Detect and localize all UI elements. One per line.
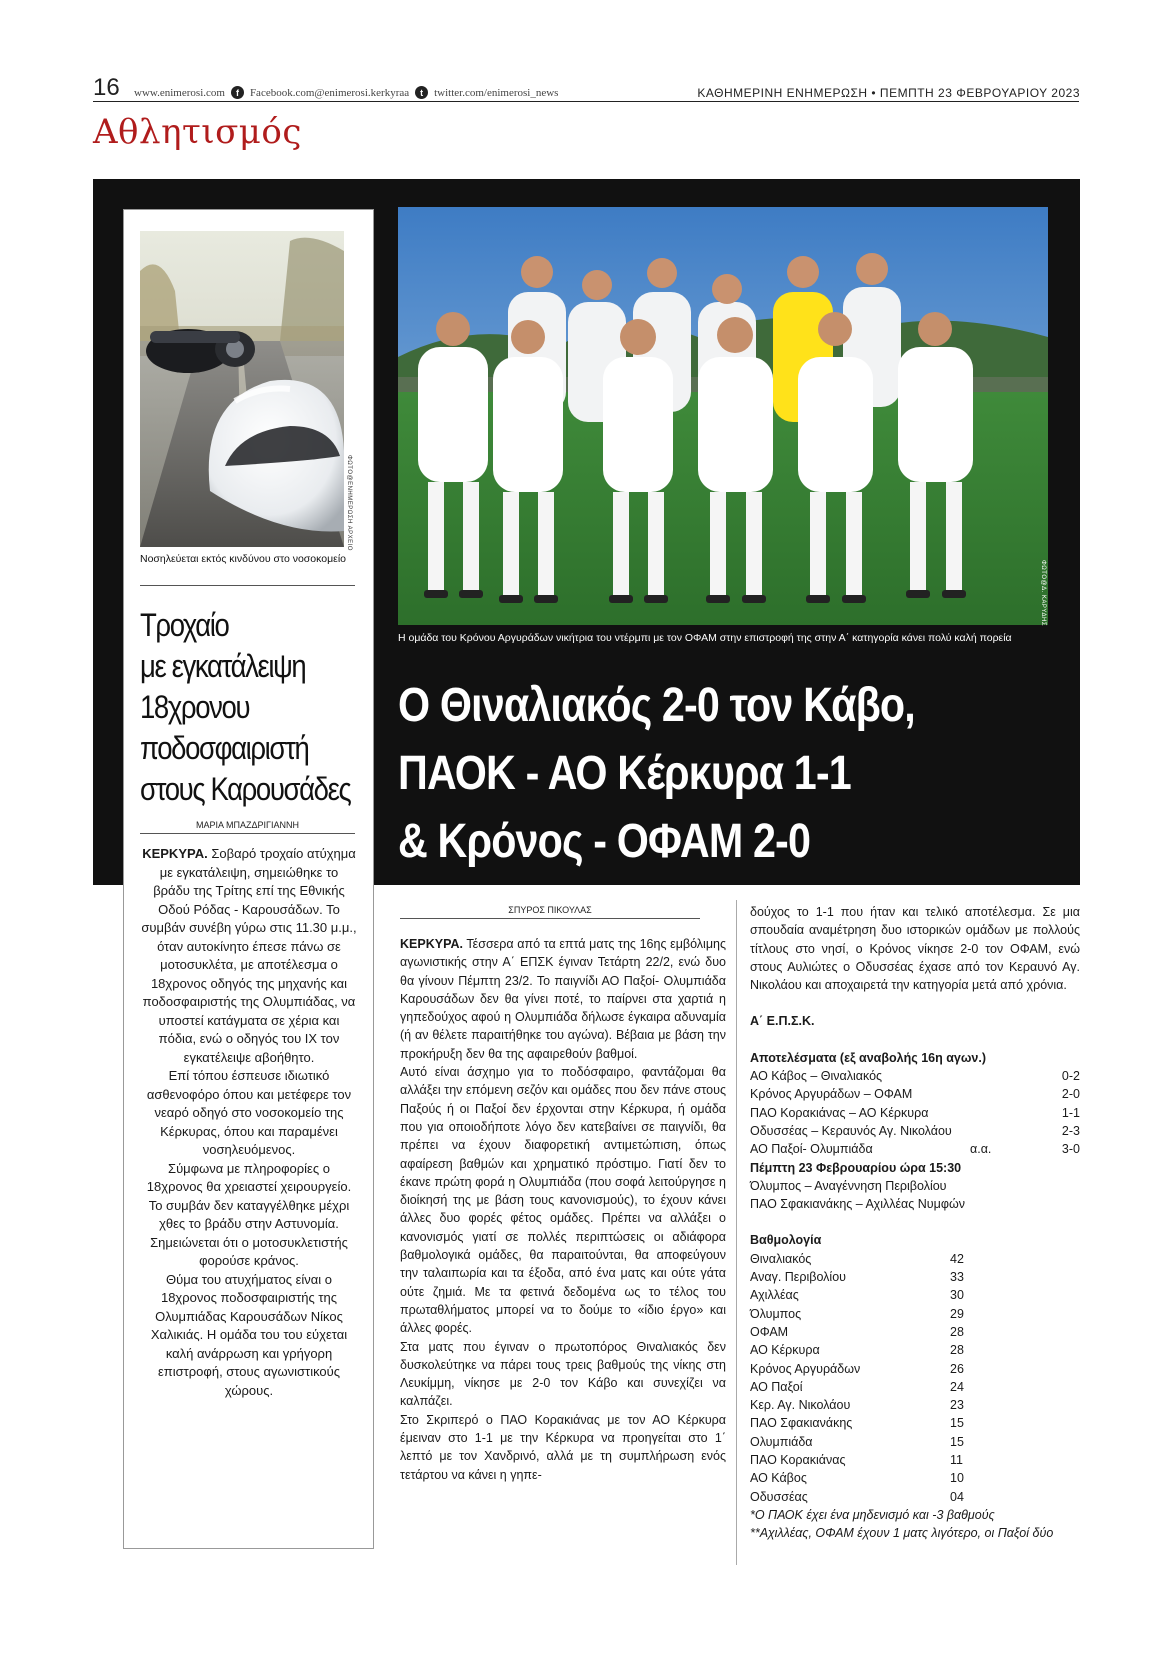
standings-points: 10 [950,1471,964,1486]
result-row [750,1140,1080,1158]
main-photo-credit: ΦΩΤΟ@Δ. ΚΑΡΥΔΗΣ [1040,560,1046,627]
result-match: Οδυσσέας – Κεραυνός Αγ. Νικολάου [750,1123,952,1138]
standings-points: 28 [950,1324,964,1339]
result-row [750,1122,1080,1140]
page-number: 16 [93,74,120,101]
fixture-item: ΠΑΟ Σφακιανάκης – Αχιλλέας Νυμφών [750,1197,965,1212]
standings-note: **Αχιλλέας, ΟΦΑΜ έχουν 1 ματς λιγότερο, οι Παξοί δύο [750,1526,1054,1541]
standings-points: 15 [950,1416,964,1431]
standings-points: 11 [950,1453,963,1468]
standings-points: 28 [950,1343,964,1358]
standings-points: 26 [950,1361,964,1376]
fixtures-heading: Πέμπτη 23 Φεβρουαρίου ώρα 15:30 [750,1160,962,1175]
standings-team: ΑΟ Κέρκυρα [750,1343,820,1358]
main-headline: Ο Θιναλιακός 2-0 τον Κάβο, ΠΑΟΚ - ΑΟ Κέρκυρα 1-1 & Κρόνος - ΟΦΑΜ 2-0 [398,679,915,868]
standings-team: ΠΑΟ Κορακιάνας [750,1453,846,1468]
result-score: 1-1 [1061,1105,1080,1120]
standings-points: 24 [950,1379,964,1394]
standings-team: Θιναλιακός [750,1251,812,1266]
facebook-link[interactable]: Facebook.com@enimerosi.kerkyraa [249,86,410,99]
standings-points: 15 [950,1434,964,1449]
main-photo-caption: Η ομάδα του Κρόνου Αργυράδων νικήτρια του ντέρμπι με τον ΟΦΑΜ στην επιστροφή της στην Α΄ κατηγορία κάνει πολύ καλή πορεία [398,632,1012,644]
standings-points: 23 [950,1398,964,1413]
results-heading: Αποτελέσματα (εξ αναβολής 16η αγων.) [750,1050,986,1065]
result-match: ΑΟ Κάβος – Θιναλιακός [750,1069,883,1084]
result-match: ΑΟ Παξοί- Ολυμπιάδα [750,1142,873,1157]
standings-points: 04 [950,1489,964,1504]
standings-row [750,1433,1080,1451]
standings-heading: Βαθμολογία [750,1233,822,1248]
accident-photo [140,231,344,547]
standings-team: Κερ. Αγ. Νικολάου [750,1398,851,1413]
standings-table [750,1250,1080,1506]
result-row [750,1067,1080,1085]
twitter-link[interactable]: twitter.com/enimerosi_news [434,86,559,99]
result-match: ΠΑΟ Κορακιάνας – ΑΟ Κέρκυρα [750,1105,929,1120]
standings-row [750,1469,1080,1487]
standings-row [750,1305,1080,1323]
side-photo-credit: ΦΩΤΟ@ΕΝΗΜΕΡΩΣΗ ΑΡΧΕΙΟ [346,455,352,551]
standings-points: 33 [950,1270,964,1285]
standings-note: *Ο ΠΑΟΚ έχει ένα μηδενισμό και -3 βαθμούς [750,1507,995,1522]
twitter-icon[interactable]: t [415,86,428,99]
standings-row [750,1451,1080,1469]
league-heading: Α΄ Ε.Π.Σ.Κ. [750,1014,815,1029]
standings-row [750,1268,1080,1286]
newspaper-date: ΚΑΘΗΜΕΡΙΝΗ ΕΝΗΜΕΡΩΣΗ • ΠΕΜΠΤΗ 23 ΦΕΒΡΟΥΑΡΙΟΥ 2023 [697,86,1080,100]
standings-row [750,1341,1080,1359]
standings-team: Κρόνος Αργυράδων [750,1361,861,1376]
result-row [750,1104,1080,1122]
standings-row [750,1378,1080,1396]
header-links [134,86,558,99]
main-story-continuation: δούχος το 1-1 που ήταν και τελικό αποτέλεσμα. Σε μια σπουδαία αναμέτρηση δυο ιστορικών ομάδων με πολλούς τίτλους στο νησί, ο Κρόνος νίκησε 2-0 τον ΟΦΑΜ, ενώ στους Αυλιώτες ο Οδυσσέας έχασε από τον Κεραυνό Αγ. Νικολάου και αποχαιρετά την κατηγορία μετά από χρόνια. [750,905,1080,993]
result-score: 0-2 [1061,1069,1080,1084]
standings-team: ΠΑΟ Σφακιανάκης [750,1416,853,1431]
standings-points: 30 [950,1288,964,1303]
main-story-body: ΚΕΡΚΥΡΑ. Τέσσερα από τα επτά ματς της 16ης εμβόλιμης αγωνιστικής στην Α΄ ΕΠΣΚ έγιναν Τετάρτη 22/2, ενώ δυο θα γίνουν Πέμπτη 23/2. Το παιγνίδι ΑΟ Παξοί- Ολυμπιάδα Καρουσάδων δεν θα γίνει ποτέ, το παίρνει στα χαρτιά η γηπεδούχος αφού η Ολυμπιάδα δήλωσε έγκαιρα αδυναμία (ή αν θέλετε παραιτήθηκε του αγώνα). Βέβαια με βάση την προκήρυξη δεν θα της αφαιρεθούν βαθμοί. Αυτό είναι άσχημο για το ποδόσφαιρο, φαντάζομαι θα αλλάξει την επόμενη σεζόν και ομάδες που δεν πάνε στους Παξούς ή οι Παξοί δεν έρχονται στην Κέρκυρα, ή ομάδα που για οποιοδήποτε λόγο δεν κατεβαίνει σε παιγνίδι, θα πρέπει να έχουν διαφορετική αντιμετώπιση, όπως αφαίρεση βαθμών και χρηματικό πρόστιμο. Γιατί δεν το έκανε πρώτη φορά η Ολυμπιάδα (που σοφά λειτούργησε η διοίκησή της με βάση τους κανονισμούς), το έχουν κάνει άλλες δυο φορές φέτος ομάδες. Πρέπει να αλλάξει ο κανονισμός γιατί σε πολλές περιπτώσεις οι αδιάφορα βαθμολογικά ομάδες, θα παραιτούνται, θα αποφεύγουν την ταλαιπωρία και τα έξοδα, από ένα ματς και ούτε γάτα ούτε ζημιά. Με τα φετινά δεδομένα ως το τέλος του πρωταθλήματος μπορεί να το δούμε το «ίδιο έργο» και άλλες φορές. Στα ματς που έγιναν ο πρωτοπόρος Θιναλιακός δεν δυσκολεύτηκε να πάρει τους τρεις βαθμούς της νίκης στη Λευκίμμη, νίκησε με 2-0 τον Κάβο και συνεχίζει να καλπάζει. Στο Σκριπερό ο ΠΑΟ Κορακιάνας με τον ΑΟ Κέρκυρα έμειναν στο 1-1 με την Κέρκυρα να προηγείται στο 1΄ λεπτό με τον Χανδρινό, αλλά με τη συμπλήρωση ενός τετάρτου να κάνει η γηπε- [400,937,727,1482]
standings-team: Αχιλλέας [750,1288,799,1303]
website-link[interactable]: www.enimerosi.com [134,86,225,99]
result-score: 3-0 [1061,1142,1080,1157]
result-score: 2-0 [1061,1087,1080,1102]
side-divider [140,585,355,586]
standings-team: Όλυμπος [750,1306,802,1321]
fixture-item: Όλυμπος – Αναγέννηση Περιβολίου [750,1178,947,1193]
standings-points: 29 [950,1306,964,1321]
standings-points: 42 [950,1251,964,1266]
side-photo-caption: Νοσηλεύεται εκτός κινδύνου στο νοσοκομείο [140,553,346,565]
result-score: 2-3 [1061,1123,1080,1138]
standings-team: Αναγ. Περιβολίου [750,1270,846,1285]
standings-team: ΑΟ Παξοί [750,1379,803,1394]
facebook-icon[interactable]: f [231,86,244,99]
side-story-byline: ΜΑΡΙΑ ΜΠΑΖΔΡΙΓΙΑΝΝΗ [140,820,355,834]
result-note: α.α. [970,1142,992,1157]
standings-row [750,1488,1080,1506]
standings-row [750,1286,1080,1304]
result-row [750,1085,1080,1103]
standings-team: Ολυμπιάδα [750,1434,813,1449]
results-list [750,1067,1080,1158]
side-story-body: ΚΕΡΚΥΡΑ. Σοβαρό τροχαίο ατύχημα με εγκατάλειψη, σημειώθηκε το βράδυ της Τρίτης επί της Εθνικής Οδού Ρόδας - Καρουσάδων. Το συμβάν συνέβη γύρω στις 11.30 μ.μ., όταν αυτοκίνητο έπεσε πάνω σε μοτοσυκλέτα, με αποτέλεσμα ο 18χρονος οδηγός της μηχανής και ποδοσφαιριστής της Ολυμπιάδας, να υποστεί κατάγματα σε χέρια και πόδια, ενώ ο οδηγός του ΙΧ τον εγκατέλειψε αβοήθητο. Επί τόπου έσπευσε ιδιωτικό ασθενοφόρο όπου και μετέφερε τον νεαρό οδηγό στο νοσοκομείο της Κέρκυρας, όπου και παραμένει νοσηλευόμενος. Σύμφωνα με πληροφορίες ο 18χρονος θα χρειαστεί χειρουργείο. Το συμβάν δεν καταγγέλθηκε μέχρι χθες το βράδυ στην Αστυνομία. Σημειώνεται ότι ο μοτοσυκλετιστής φορούσε κράνος. Θύμα του ατυχήματος είναι ο 18χρονος ποδοσφαιριστής της Ολυμπιάδας Καρουσάδων Νίκος Χαλικιάς. Η ομάδα του του εύχεται καλή ανάρρωση και γρήγορη επιστροφή, στους αγωνιστικούς χώρους. [141,846,357,1398]
standings-team: ΑΟ Κάβος [750,1471,807,1486]
header-divider [93,101,1079,102]
standings-row [750,1250,1080,1268]
standings-team: Οδυσσέας [750,1489,808,1504]
result-match: Κρόνος Αργυράδων – ΟΦΑΜ [750,1087,913,1102]
section-title: Αθλητισμός [93,112,302,152]
standings-row [750,1396,1080,1414]
standings-team: ΟΦΑΜ [750,1324,789,1339]
standings-row [750,1323,1080,1341]
standings-row [750,1414,1080,1432]
team-photo [398,207,1048,625]
main-story-byline: ΣΠΥΡΟΣ ΠΙΚΟΥΛΑΣ [400,905,700,919]
results-column [750,903,1080,1543]
column-divider [736,900,737,1565]
side-story-title: Τροχαίο με εγκατάλειψη 18χρονου ποδοσφαιριστή στους Καρουσάδες [140,607,351,807]
standings-row [750,1360,1080,1378]
